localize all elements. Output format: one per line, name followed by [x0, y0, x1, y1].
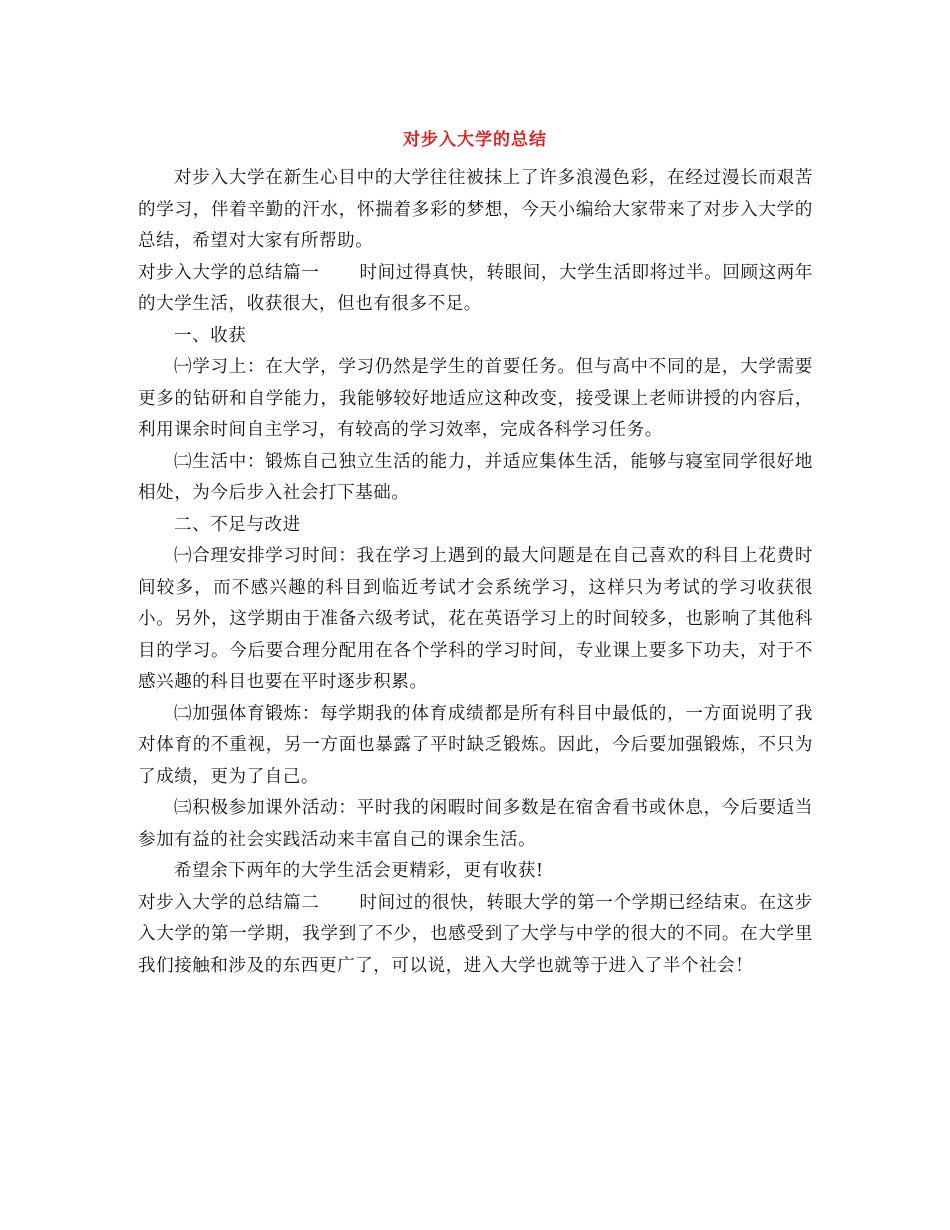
document-title: 对步入大学的总结 [403, 130, 547, 150]
part2-text: 时间过的很快，转眼大学的第一个学期已经结束。在这步入大学的第一学期，我学到了不少，也感受到了大学与中学的很大的不同。在大学里我们接触和涉及的东西更广了，可以说，进入大学也就等于进入了半个社会！ [138, 892, 814, 976]
harvest-study-paragraph: ㈠学习上：在大学，学习仍然是学生的首要任务。但与高中不同的是，大学需要更多的钻研和自学能力，我能够较好地适应这种改变，接受课上老师讲授的内容后，利用课余时间自主学习，有较高的学习效率，完成各科学习任务。 [138, 357, 813, 440]
improve-sports-paragraph: ㈡加强体育锻炼：每学期我的体育成绩都是所有科目中最低的，一方面说明了我对体育的不重视，另一方面也暴露了平时缺乏锻炼。因此，今后要加强锻炼，不只为了成绩，更为了自己。 [138, 703, 813, 787]
section-heading-harvest: 一、收获 [174, 325, 247, 346]
improve-time-paragraph: ㈠合理安排学习时间：我在学习上遇到的最大问题是在自己喜欢的科目上花费时间较多，而不感兴趣的科目到临近考试才会系统学习，这样只为考试的学习收获很小。另外，这学期由于准备六级考试，花在英语学习上的时间较多，也影响了其他科目的学习。今后要合理分配用在各个学科的学习时间，专业课上要多下功夫，对于不感兴趣的科目也要在平时逐步积累。 [138, 546, 813, 692]
part1-paragraph [138, 258, 813, 321]
section-heading-improvement: 二、不足与改进 [174, 514, 301, 535]
part2-paragraph [138, 888, 813, 983]
part1-heading: 对步入大学的总结篇一 [138, 262, 320, 283]
part1-text: 时间过得真快，转眼间，大学生活即将过半。回顾这两年的大学生活，收获很大，但也有很多不足。 [138, 262, 814, 314]
closing-paragraph: 希望余下两年的大学生活会更精彩，更有收获! [174, 861, 544, 881]
improve-activities-paragraph: ㈢积极参加课外活动：平时我的闲暇时间多数是在宿舍看书或休息，今后要适当参加有益的社会实践活动来丰富自己的课余生活。 [138, 798, 813, 850]
document-body [138, 163, 813, 982]
harvest-life-paragraph: ㈡生活中：锻炼自己独立生活的能力，并适应集体生活，能够与寝室同学很好地相处，为今后步入社会打下基础。 [138, 451, 813, 503]
part2-heading: 对步入大学的总结篇二 [138, 892, 320, 913]
intro-paragraph: 对步入大学在新生心目中的大学往往被抹上了许多浪漫色彩，在经过漫长而艰苦的学习，伴着辛勤的汗水，怀揣着多彩的梦想，今天小编给大家带来了对步入大学的总结，希望对大家有所帮助。 [138, 168, 813, 251]
